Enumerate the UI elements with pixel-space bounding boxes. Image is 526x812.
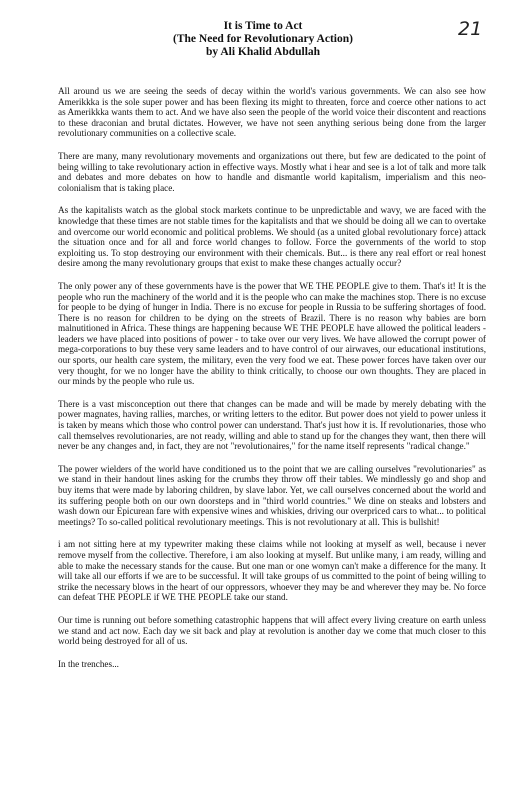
paragraph-1: All around us we are seeing the seeds of decay within the world's various governments. We can also see how Amerikkka is the sole super power and has been flexing its might to threaten, force and coerce other nations to act as Amerikkka wants them to act. And we have also seen the people of the world voice their discontent and reactions to these draconian and brutal dictates. However, we have not seen anything serious being done from the larger revolutionary communities on a collective scale. <box>58 86 486 139</box>
closing-line: In the trenches... <box>58 658 119 669</box>
document-header <box>0 20 526 59</box>
paragraph-8: Our time is running out before something catastrophic happens that will affect every living creature on earth unless we stand and act now. Each day we sit back and play at revolution is another day we come that much closer to this world being destroyed for all of us. <box>58 614 486 647</box>
document-title: It is Time to Act <box>223 20 303 32</box>
paragraph-5: There is a vast misconception out there that changes can be made and will be made by merely debating with the power magnates, having rallies, marches, or writing letters to the editor. But power does not yield to power unless it is taken by means which those who control power can understand. That's just how it is. If revolutionaries, those who call themselves revolutionaries, are not ready, willing and able to stand up for the changes they want, then there will never be any changes and, in fact, they are not "revolutionaires," for the name itself represents "radical change." <box>58 398 486 452</box>
paragraph-2: There are many, many revolutionary movements and organizations out there, but few are dedicated to the point of being willing to take revolutionary action in effective ways. Mostly what i hear and see is a lot of talk and more talk and debates and more debates on how to handle and dismantle world kapitalism, imperialism and this neo-colonialism that is taking place. <box>58 150 486 193</box>
handwritten-page-number: 21 <box>458 18 483 40</box>
paragraph-3: As the kapitalists watch as the global stock markets continue to be unpredictable and wavy, we are faced with the knowledge that these times are not stable times for the kapitalists and that we should be doing all we can to overtake and overcome our world economic and political problems. We should (as a united global revolutionary force) attack the situation once and for all and force world changes to follow. Force the governments of the world to stop exploiting us. To stop destroying our environment with their chemicals. But... is there any real effort or real honest desire among the many revolutionary groups that exist to make these changes actually occur? <box>58 205 486 269</box>
paragraph-4: The only power any of these governments have is the power that WE THE PEOPLE give to them. That's it! It is the people who run the machinery of the world and it is the people who can make the machines stop. There is no excuse for people to be dying of hunger in India. There is no excuse for people in Russia to be suffering shortages of food. There is no reason for children to be dying on the streets of Brazil. There is no reason why babies are born malnutitioned in Africa. These things are happening because WE THE PEOPLE have allowed the political leaders - leaders we have placed into positions of power - to take over our very lives. We have allowed the corrupt power of mega-corporations to buy these very same leaders and to have control of our airwaves, our educational institutions, our sports, our health care system, the military, even the very food we eat. These power forces have taken over our very thought, for we no longer have the ability to think critically, to choose our own thoughts. They are placed in our minds by the people who rule us. <box>58 280 486 387</box>
document-author: by Ali Khalid Abdullah <box>205 46 321 58</box>
paragraph-6: The power wielders of the world have conditioned us to the point that we are calling ourselves "revolutionaries" as we stand in their handout lines asking for the crumbs they throw off their tables. We mindlessly go and shop and buy items that were made by laboring children, by slave labor. Yet, we call ourselves concerned about the world and its suffering people both on our own doorsteps and in "third world countries." We dine on steaks and lobsters and wash down our Epicurean fare with expensive wines and whiskies, driving our overpriced cars to what... to political meetings? To so-called political revolutionary meetings. This is not revolutionary at all. This is bullshit! <box>58 463 486 527</box>
document-body <box>58 86 486 681</box>
document-subtitle: (The Need for Revolutionary Action) <box>173 33 353 45</box>
paragraph-7: i am not sitting here at my typewriter making these claims while not looking at myself as well, because i never remove myself from the collective. Therefore, i am also looking at myself. But unlike many, i am ready, willing and able to make the necessary stands for the cause. But one man or one womyn can't make a difference for the many. It will take all our efforts if we are to be successful. It will take groups of us committed to the point of being willing to strike the necessary blows in the heart of our oppressors, whoever they may be and wherever they may be. No force can defeat THE PEOPLE if WE THE PEOPLE take our stand. <box>58 539 486 603</box>
